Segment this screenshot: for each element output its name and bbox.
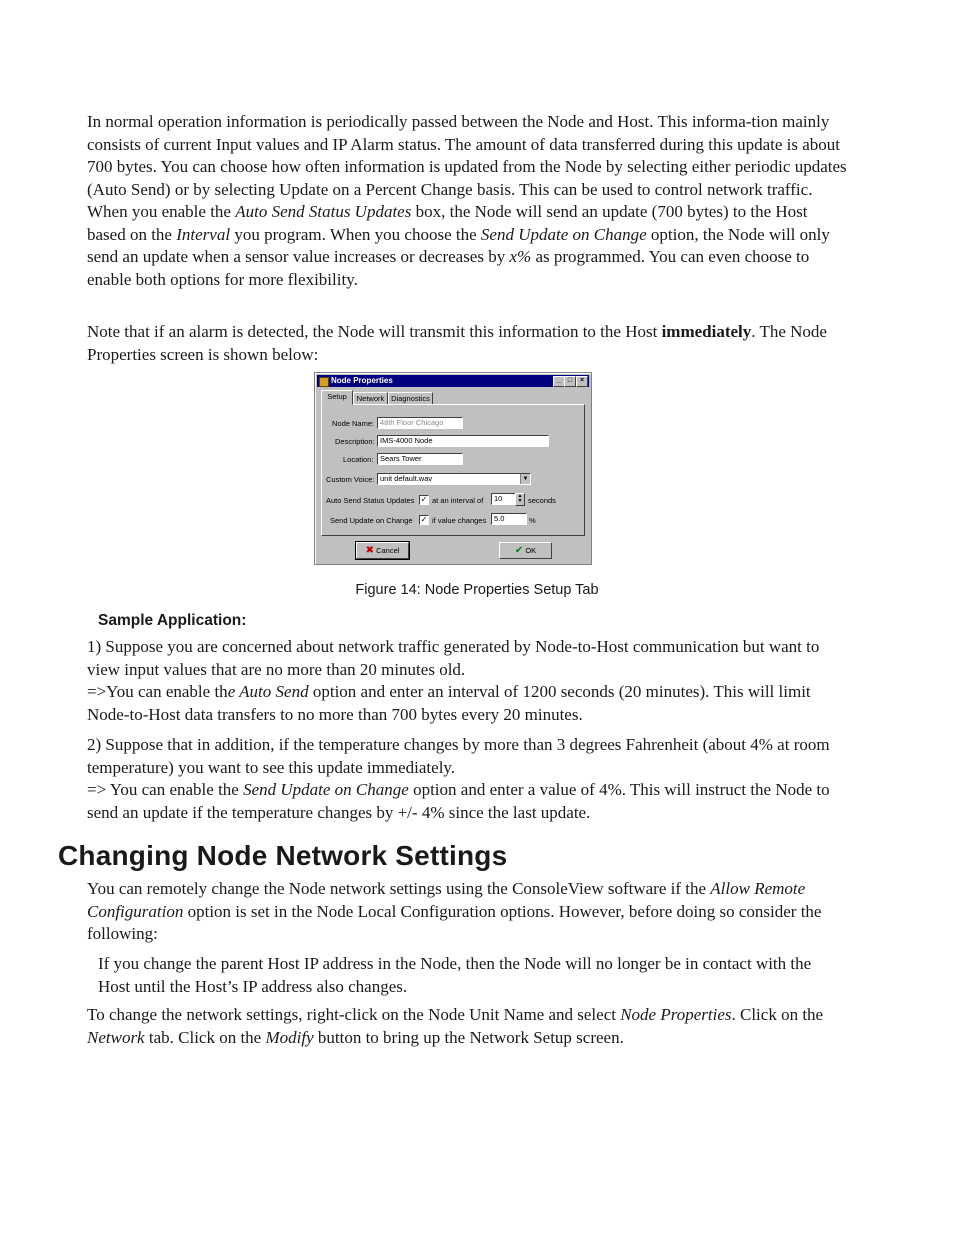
send-update-label: Send Update on Change [330, 516, 413, 525]
ok-button[interactable] [499, 542, 552, 559]
description-label: Description: [335, 437, 375, 446]
sample-1-answer [87, 681, 847, 726]
auto-send-checkbox[interactable]: ✓ [420, 495, 428, 504]
text-span: option, the Node will only send an update when a sensor value increases or decreases by [87, 224, 830, 266]
text-span: => You can enable the [87, 780, 244, 799]
section-paragraph-1 [87, 878, 847, 946]
check-icon: ✔ [514, 545, 524, 556]
setup-panel [321, 404, 585, 536]
cancel-button[interactable] [356, 542, 409, 559]
close-button[interactable]: × [576, 376, 588, 387]
section-paragraph-3 [87, 1004, 847, 1049]
text-span: option and enter a value of 4%. This will instruct the Node to send an update if the temperature changes by +/- 4% since the last update. [87, 780, 830, 822]
interval-unit: seconds [528, 496, 556, 505]
node-properties-dialog [314, 372, 592, 565]
text-span: =>You can enable th [87, 682, 228, 701]
italic-term: x% [509, 247, 532, 266]
auto-send-label: Auto Send Status Updates [326, 496, 415, 505]
italic-term: Auto Send Status Updates [235, 202, 412, 221]
alarm-note-paragraph [87, 321, 847, 366]
section-note: If you change the parent Host IP address in the Node, then the Node will no longer be in contact with the Host until the Host’s IP address also changes. [98, 954, 812, 996]
italic-term: Modify [265, 1027, 314, 1047]
ok-button-label: OK [525, 546, 537, 555]
node-name-label: Node Name: [332, 419, 375, 428]
text-span: box, the Node will send an update (700 bytes) to the Host based on the [87, 202, 808, 244]
minimize-button[interactable]: _ [553, 376, 565, 387]
description-field[interactable]: IMS-4000 Node [377, 435, 549, 447]
italic-term: Network [87, 1027, 145, 1047]
tab-setup[interactable]: Setup [321, 390, 353, 405]
text-span: You can remotely change the Node network settings using the ConsoleView software if the [87, 879, 711, 898]
sample-heading: Sample Application: [98, 612, 247, 629]
text-span: . Click on the [731, 1005, 824, 1024]
text-span: tab. Click on the [144, 1027, 266, 1047]
bold-term: immediately [661, 322, 752, 341]
send-update-checkbox[interactable]: ✓ [420, 515, 428, 524]
change-percent-field[interactable]: 5.0 [491, 513, 527, 525]
change-unit: % [529, 516, 536, 525]
italic-term: Send Update on Change [480, 224, 647, 244]
cancel-x-icon: ✖ [365, 545, 374, 556]
text-span: In normal operation information is periodically passed between the Node and Host. This informa-tion mainly consists of current Input values and IP Alarm status. The amount of data transferred during this update is about 700 bytes. You can choose how often information is updated from the Node by selecting either periodic updates (Auto Send) or by selecting Update on a Percent Change basis. This can be used to control network traffic. When you enable the [87, 112, 847, 221]
tab-network[interactable]: Network [353, 392, 388, 405]
text-span: you program. When you choose the [230, 224, 481, 244]
italic-term: Send Update on Change [243, 780, 409, 799]
text-span: as programmed. You can even choose to enable both options for more flexibility. [87, 247, 810, 289]
italic-term: Interval [176, 224, 231, 244]
chevron-down-icon[interactable]: ▼ [520, 474, 530, 484]
sample-2-answer [87, 779, 847, 824]
node-name-field[interactable]: 48th Floor Chicago [377, 417, 463, 429]
italic-term: Node Properties [620, 1005, 732, 1024]
dialog-titlebar [317, 375, 589, 387]
text-span: Note that if an alarm is detected, the Node will transmit this information to the Host [87, 322, 662, 341]
dialog-title: Node Properties [331, 376, 393, 385]
figure-caption: Figure 14: Node Properties Setup Tab [355, 582, 599, 598]
interval-field[interactable]: 10 [491, 493, 517, 505]
sample-2-question: 2) Suppose that in addition, if the temperature changes by more than 3 degrees Fahrenheit (about 4% at room temperature) you want to see this update immediately. [87, 735, 830, 777]
tab-diagnostics[interactable]: Diagnostics [388, 392, 433, 405]
sample-1-question: 1) Suppose you are concerned about network traffic generated by Node-to-Host communication but want to view input values that are no more than 20 minutes old. [87, 637, 820, 679]
text-span: To change the network settings, right-click on the Node Unit Name and select [87, 1005, 621, 1024]
section-heading: Changing Node Network Settings [58, 840, 508, 871]
text-span: button to bring up the Network Setup screen. [313, 1027, 624, 1047]
italic-term: Allow Remote Configuration [87, 879, 806, 921]
custom-voice-value: unit default.wav [380, 474, 433, 483]
location-label: Location: [343, 455, 374, 464]
interval-label: at an interval of [432, 496, 484, 505]
custom-voice-select[interactable] [377, 473, 531, 485]
italic-term: e Auto Send [227, 682, 309, 701]
interval-spinner[interactable]: ▲ ▼ [515, 493, 525, 506]
cancel-button-label: Cancel [376, 546, 400, 555]
maximize-button[interactable]: □ [564, 376, 576, 387]
text-span: option and enter an interval of 1200 seconds (20 minutes). This will limit Node-to-Host data transfers to no more than 700 bytes every 20 minutes. [87, 682, 811, 724]
text-span: option is set in the Node Local Configuration options. However, before doing so consider the following: [87, 901, 822, 943]
app-icon [319, 377, 329, 387]
text-span: . The Node Properties screen is shown below: [87, 322, 827, 364]
location-field[interactable]: Sears Tower [377, 453, 463, 465]
custom-voice-label: Custom Voice: [326, 475, 375, 484]
intro-paragraph [87, 111, 847, 291]
change-label: if value changes [432, 516, 487, 525]
